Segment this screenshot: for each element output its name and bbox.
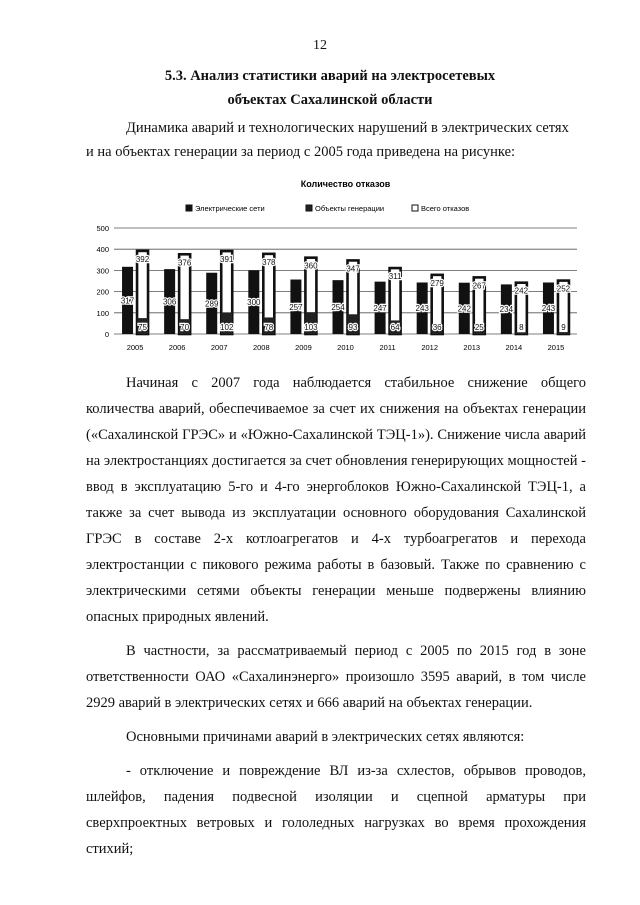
paragraph: - отключение и повреждение ВЛ из-за схлестов, обрывов проводов, шлейфов, падения подвесной изоляции и сцепной арматуры при сверхпроектных ветровых и гололедных нагрузках во время прохождения стихий; bbox=[86, 763, 586, 857]
data-label-electrical: 306 bbox=[162, 297, 177, 307]
data-label-total: 376 bbox=[177, 258, 192, 268]
data-label-total: 267 bbox=[472, 281, 486, 291]
x-tick-label: 2007 bbox=[210, 343, 228, 352]
legend-swatch bbox=[186, 205, 192, 211]
x-tick-label: 2010 bbox=[337, 343, 354, 352]
data-label-generation: 93 bbox=[348, 323, 358, 332]
x-tick-label: 2009 bbox=[295, 343, 312, 352]
data-label-electrical: 247 bbox=[373, 303, 387, 313]
heading-line-2: объектах Сахалинской области bbox=[227, 92, 433, 108]
failures-chart bbox=[82, 172, 582, 362]
data-label-total: 391 bbox=[220, 255, 234, 265]
data-label-generation: 25 bbox=[474, 323, 484, 332]
data-label-electrical: 242 bbox=[457, 304, 471, 314]
y-tick-label: 100 bbox=[96, 308, 109, 318]
y-tick-label: 300 bbox=[96, 266, 109, 276]
y-tick-label: 500 bbox=[96, 224, 109, 233]
section-heading bbox=[70, 64, 590, 112]
data-label-total: 252 bbox=[556, 284, 571, 294]
data-label-generation: 75 bbox=[138, 323, 147, 332]
data-label-electrical: 254 bbox=[331, 303, 345, 313]
heading-line-1: 5.3. Анализ статистики аварий на электросетевых bbox=[164, 68, 496, 84]
data-label-electrical: 257 bbox=[289, 302, 303, 312]
paragraph: Основными причинами аварий в электрических сетях являются: bbox=[126, 729, 525, 745]
data-label-electrical: 243 bbox=[541, 304, 556, 314]
x-tick-label: 2006 bbox=[168, 343, 186, 352]
data-label-generation: 8 bbox=[519, 323, 524, 332]
paragraph: Начиная с 2007 года наблюдается стабильное снижение общего количества аварий, обеспечиваемое за счет их снижения на объектах генерации («Сахалинской ГРЭС» и «Южно-Сахалинской ТЭЦ-1»). Снижение числа аварий на электростанциях достигается за счет обновления генерирующих мощностей - ввод в эксплуатацию 5-го и 4-го энергоблоков Южно-Сахалинской ТЭЦ-1, а также за счет вывода из эксплуатации основного оборудования Сахалинской ГРЭС в составе 2-х котлоагрегатов и 4-х турбоагрегатов и перехода электростанции с пикового режима работы в базовый. Также по сравнению с электрическими сетями объекты генерации меньше подвержены влиянию опасных природных явлений. bbox=[86, 375, 586, 625]
legend-label: Электрические сети bbox=[195, 204, 265, 213]
data-label-generation: 36 bbox=[432, 323, 442, 332]
data-label-generation: 9 bbox=[561, 323, 566, 332]
paragraph: В частности, за рассматриваемый период с 2005 по 2015 год в зоне ответственности ОАО «Сахалинэнерго» произошло 3595 аварий, в том числе 2929 аварий в электрических сетях и 666 аварий на объектах генерации. bbox=[86, 643, 586, 711]
data-label-total: 279 bbox=[430, 278, 444, 288]
data-label-generation: 78 bbox=[264, 323, 274, 332]
data-label-total: 360 bbox=[304, 261, 318, 271]
data-label-total: 347 bbox=[346, 264, 360, 274]
x-tick-label: 2014 bbox=[505, 343, 523, 352]
y-tick-label: 200 bbox=[96, 287, 109, 297]
intro-text bbox=[86, 116, 586, 164]
y-tick-label: 400 bbox=[96, 245, 109, 255]
data-label-total: 311 bbox=[388, 272, 402, 282]
data-label-electrical: 300 bbox=[247, 298, 261, 308]
x-tick-label: 2013 bbox=[463, 343, 481, 352]
x-tick-label: 2008 bbox=[252, 343, 270, 352]
y-tick-label: 0 bbox=[104, 330, 109, 339]
bar-generation bbox=[558, 332, 569, 334]
x-tick-label: 2012 bbox=[421, 343, 439, 352]
page-number: 12 bbox=[313, 38, 327, 53]
intro-line-1: Динамика аварий и технологических нарушений в электрических сетях bbox=[126, 120, 569, 136]
data-label-electrical: 234 bbox=[499, 305, 514, 315]
data-label-total: 378 bbox=[262, 257, 276, 267]
x-tick-label: 2005 bbox=[126, 343, 144, 352]
data-label-generation: 103 bbox=[304, 323, 318, 332]
legend-label: Всего отказов bbox=[421, 204, 470, 213]
data-label-electrical: 317 bbox=[120, 296, 135, 306]
x-tick-label: 2015 bbox=[547, 343, 565, 352]
data-label-generation: 70 bbox=[180, 323, 190, 332]
x-tick-label: 2011 bbox=[379, 343, 396, 352]
bar-generation bbox=[516, 332, 527, 334]
data-label-electrical: 243 bbox=[415, 304, 429, 314]
body-text bbox=[86, 370, 586, 862]
legend-swatch bbox=[412, 205, 418, 211]
chart-title: Количество отказов bbox=[300, 179, 391, 189]
intro-line-2: и на объектах генерации за период с 2005 года приведена на рисунке: bbox=[86, 144, 516, 160]
legend-swatch bbox=[306, 205, 312, 211]
data-label-total: 392 bbox=[135, 254, 150, 264]
data-label-electrical: 289 bbox=[205, 299, 219, 309]
legend-label: Объекты генерации bbox=[315, 204, 385, 213]
data-label-total: 242 bbox=[514, 286, 529, 296]
data-label-generation: 64 bbox=[390, 323, 400, 332]
data-label-generation: 102 bbox=[220, 323, 234, 332]
chart-svg bbox=[82, 172, 582, 362]
